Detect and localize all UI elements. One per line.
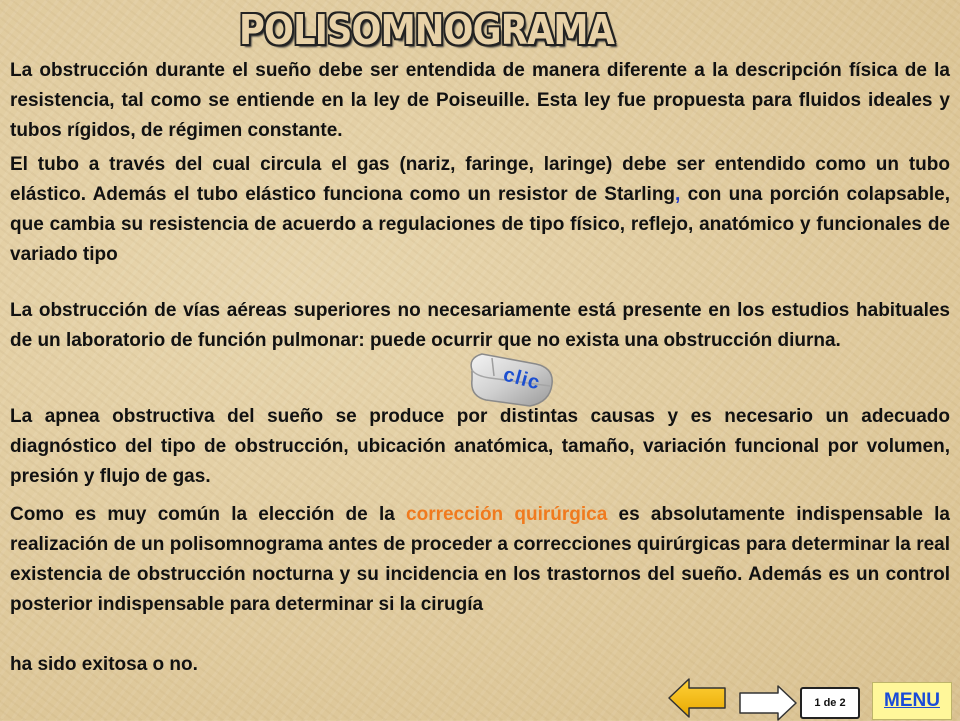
paragraph-diurnal: [10, 296, 950, 356]
paragraph-starling: [10, 150, 950, 270]
page-title: POLISOMNOGRAMA: [239, 6, 615, 54]
surgical-correction-highlight: corrección quirúrgica: [406, 504, 608, 525]
paragraph-surgery: [10, 500, 950, 620]
clic-label[interactable]: clic: [500, 363, 543, 395]
back-arrow-icon[interactable]: [667, 677, 727, 719]
starling-link[interactable]: ,: [675, 184, 681, 205]
paragraph-text: La obstrucción durante el sueño debe ser entendida de manera diferente a la descripción física de la resistencia, tal como se entiende en la ley de Poiseuille. Esta ley fue propuesta para fluidos ideales y tubos rígidos, de régimen constante.: [10, 60, 950, 141]
paragraph-text: ha sido exitosa o no.: [10, 654, 198, 675]
paragraph-text: es absolutamente indispensable la realización de un polisomnograma antes de proceder a correcciones quirúrgicas para determinar la real existencia de obstrucción nocturna y su incidencia en los trastornos del sueño. Además es un control posterior indispensable para determinar si la cirugía: [10, 504, 950, 615]
forward-arrow-icon[interactable]: [738, 685, 798, 721]
menu-button[interactable]: MENU: [872, 682, 952, 720]
paragraph-text: con una porción colapsable, que cambia su resistencia de acuerdo a regulaciones de tipo físico, reflejo, anatómico y funcionales de variado tipo: [10, 184, 950, 265]
paragraph-text: El tubo a través del cual circula el gas (nariz, faringe, laringe) debe ser entendido como un tubo elástico. Además el tubo elástico funciona como un resistor de Starling: [10, 154, 950, 205]
paragraph-text: La obstrucción de vías aéreas superiores no necesariamente está presente en los estudios habituales de un laboratorio de función pulmonar: puede ocurrir que no exista una obstrucción diurna.: [10, 300, 950, 351]
paragraph-text: La apnea obstructiva del sueño se produce por distintas causas y es necesario un adecuado diagnóstico del tipo de obstrucción, ubicación anatómica, tamaño, variación funcional por volumen, presión y flujo de gas.: [10, 406, 950, 487]
page-counter: 1 de 2: [800, 687, 860, 719]
paragraph-poiseuille: [10, 56, 950, 146]
paragraph-surgery-end: [10, 650, 610, 680]
paragraph-apnea: [10, 402, 950, 492]
paragraph-text: Como es muy común la elección de la: [10, 504, 407, 525]
